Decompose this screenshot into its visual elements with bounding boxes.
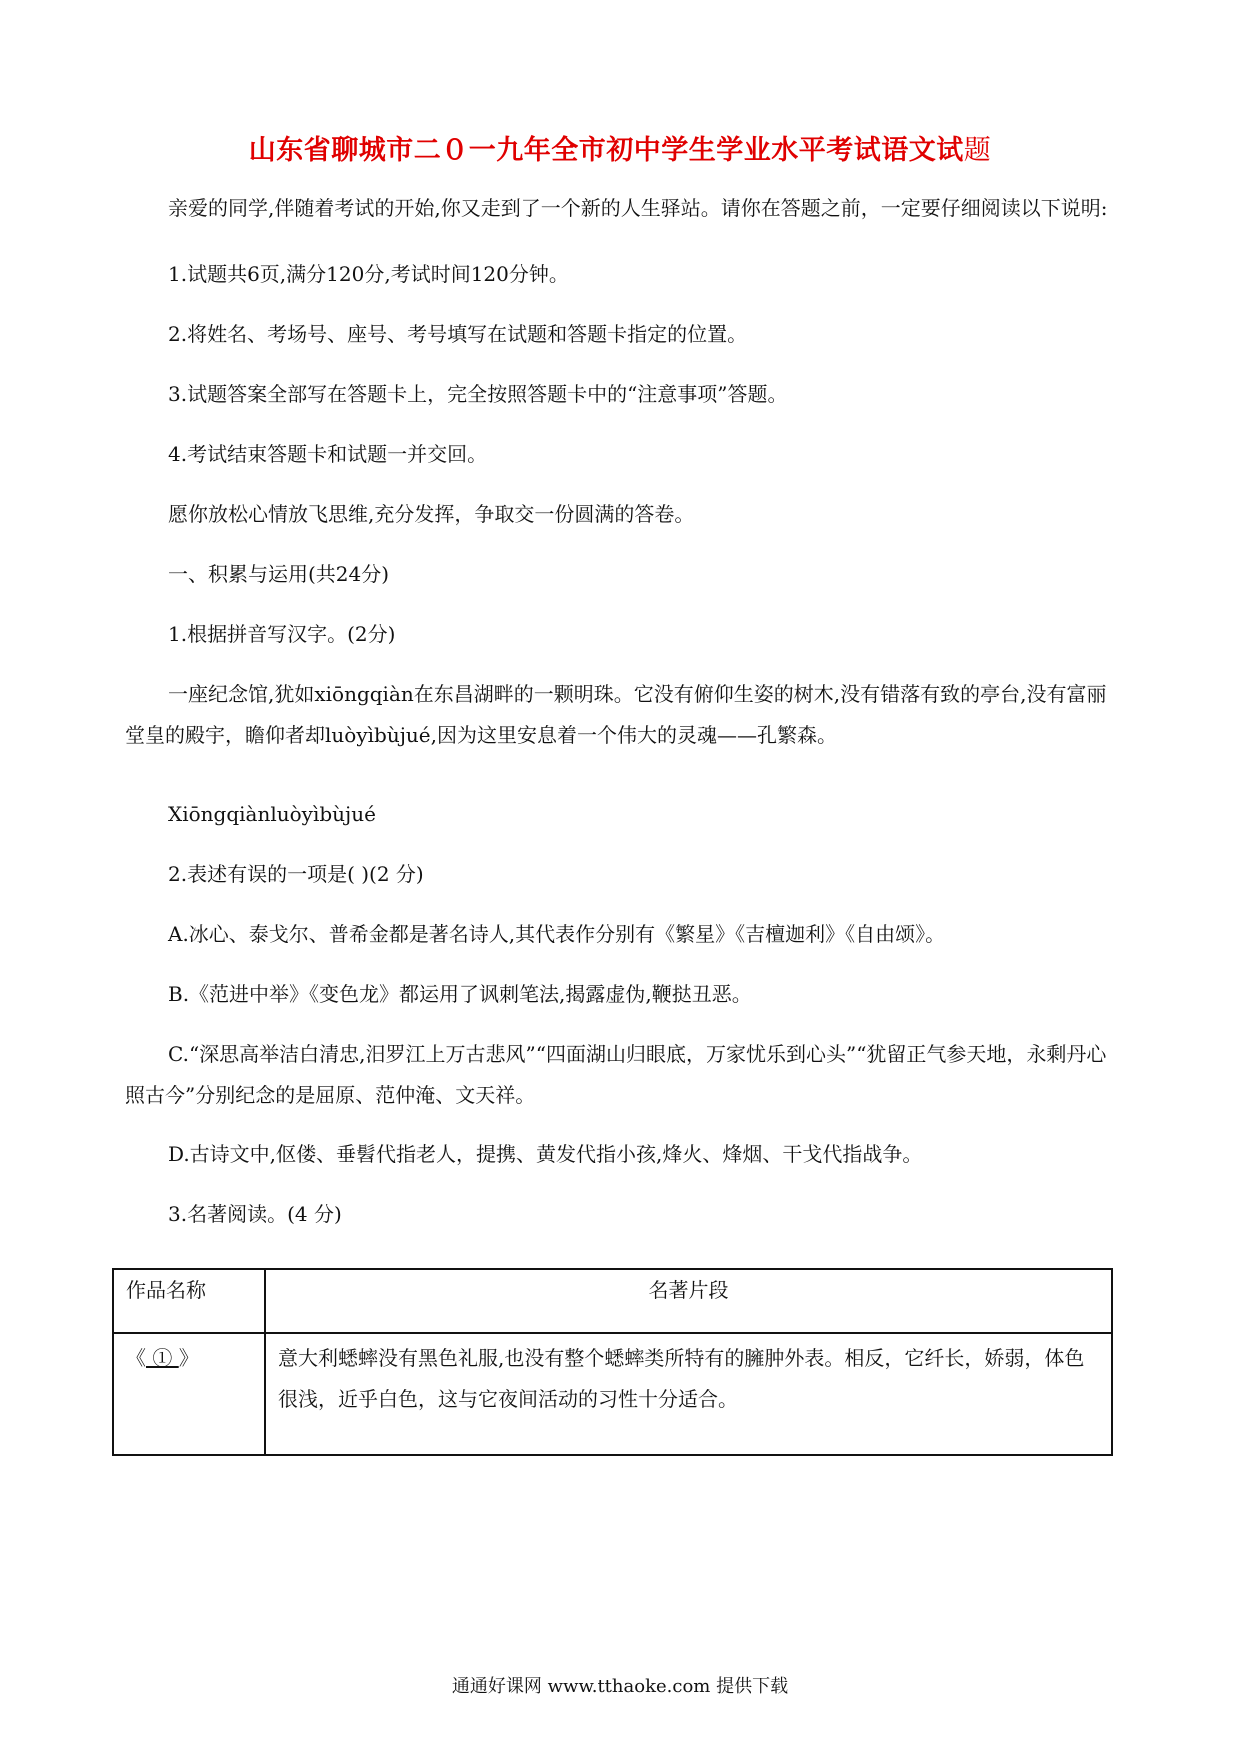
note-3: 3.试题答案全部写在答题卡上，完全按照答题卡中的“注意事项”答题。	[168, 382, 788, 406]
note-1: 1.试题共6页,满分120分,考试时间120分钟。	[168, 262, 569, 286]
header-work-name: 作品名称	[113, 1269, 265, 1333]
note-4: 4.考试结束答题卡和试题一并交回。	[168, 442, 488, 466]
table-row	[113, 1333, 1112, 1455]
question-1-passage: 一座纪念馆,犹如xiōngqiàn在东昌湖畔的一颗明珠。它没有俯仰生姿的树木,没有错落有致的亭台,没有富丽堂皇的殿宇，瞻仰者却luòyìbùjué,因为这里安息着一个伟大的灵魂——孔繁森。	[125, 682, 1107, 747]
option-c: C.“深思高举洁白清忠,汨罗江上万古悲风”“四面湖山归眼底，万家忧乐到心头”“犹留正气参天地，永剩丹心照古今”分别纪念的是屈原、范仲淹、文天祥。	[125, 1042, 1107, 1107]
question-1-answer: Xiōngqiànluòyìbùjué	[168, 802, 376, 826]
question-1-stem: 1.根据拼音写汉字。(2分)	[168, 622, 396, 646]
note-2: 2.将姓名、考场号、座号、考号填写在试题和答题卡指定的位置。	[168, 322, 748, 346]
title-main: 山东省聊城市二０一九年全市初中学生学业水平考试语文试	[248, 135, 964, 166]
table-header-row	[113, 1269, 1112, 1333]
excerpt-cell: 意大利蟋蟀没有黑色礼服,也没有整个蟋蟀类所特有的臃肿外表。相反，它纤长，娇弱，体色很浅，近乎白色，这与它夜间活动的习性十分适合。	[265, 1333, 1112, 1455]
footer-source: 通通好课网 www.tthaoke.com 提供下载	[451, 1676, 789, 1697]
book-mark-close: 》	[178, 1346, 199, 1370]
page-title	[0, 128, 1240, 167]
book-mark-open: 《	[126, 1346, 146, 1370]
title-tail: 题	[963, 135, 992, 166]
encouragement: 愿你放松心情放飞思维,充分发挥，争取交一份圆满的答卷。	[168, 502, 695, 526]
intro-paragraph: 亲爱的同学,伴随着考试的开始,你又走到了一个新的人生驿站。请你在答题之前，一定要仔细阅读以下说明:	[168, 196, 1108, 220]
answer-blank-1: ①	[146, 1346, 179, 1370]
option-a: A.冰心、泰戈尔、普希金都是著名诗人,其代表作分别有《繁星》《吉檀迦利》《自由颂》。	[168, 922, 946, 946]
works-table	[112, 1268, 1113, 1456]
header-excerpt: 名著片段	[265, 1269, 1112, 1333]
option-b: B.《范进中举》《变色龙》都运用了讽刺笔法,揭露虚伪,鞭挞丑恶。	[168, 982, 752, 1006]
option-d: D.古诗文中,伛偻、垂髫代指老人，提携、黄发代指小孩,烽火、烽烟、干戈代指战争。	[168, 1142, 923, 1166]
question-2-stem: 2.表述有误的一项是( )(2 分)	[168, 862, 424, 886]
section-heading: 一、积累与运用(共24分)	[168, 562, 390, 586]
question-3-stem: 3.名著阅读。(4 分)	[168, 1202, 342, 1226]
work-name-cell	[113, 1333, 265, 1455]
